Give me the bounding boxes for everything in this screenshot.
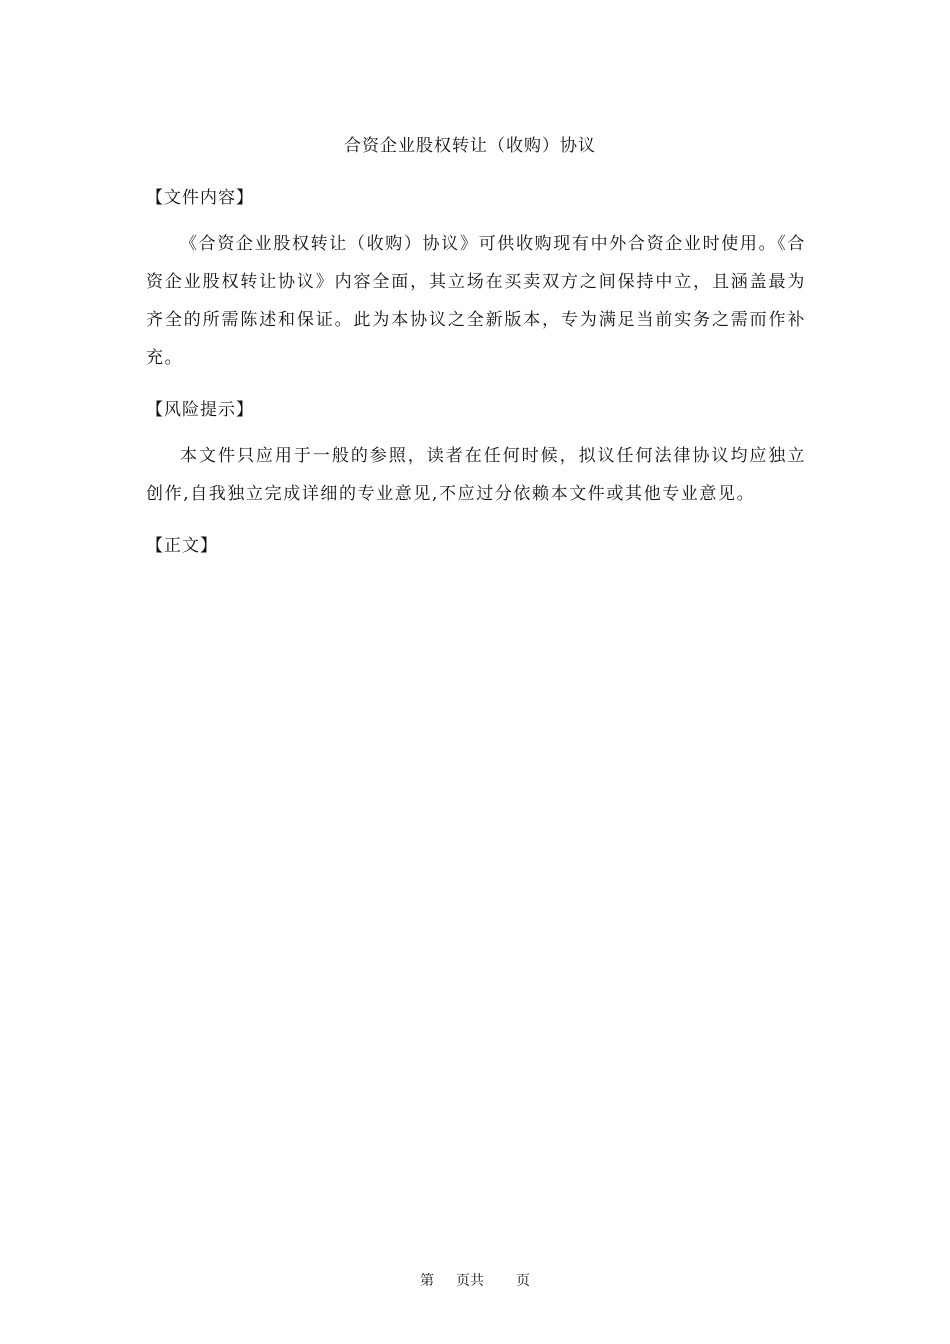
document-title: 合资企业股权转让（收购）协议 [344,136,596,156]
section-heading-body: 【正文】 [146,536,218,556]
footer-page-suffix: 页 [516,1273,530,1289]
footer-page-of: 页共 [456,1273,484,1289]
section-content-paragraph: 《合资企业股权转让（收购）协议》可供收购现有中外合资企业时使用。《合资企业股权转让协议》内容全面，其立场在买卖双方之间保持中立，且涵盖最为齐全的所需陈述和保证。此为本协议之全新版本，专为满足当前实务之需而作补充。 [146,234,806,368]
section-risk-paragraph: 本文件只应用于一般的参照，读者在任何时候，拟议任何法律协议均应独立创作,自我独立完成详细的专业意见,不应过分依赖本文件或其他专业意见。 [146,446,806,504]
section-heading-content: 【文件内容】 [146,188,254,208]
footer-page-label: 第 [420,1273,434,1289]
page-footer [0,1270,950,1290]
section-heading-risk: 【风险提示】 [146,400,254,420]
